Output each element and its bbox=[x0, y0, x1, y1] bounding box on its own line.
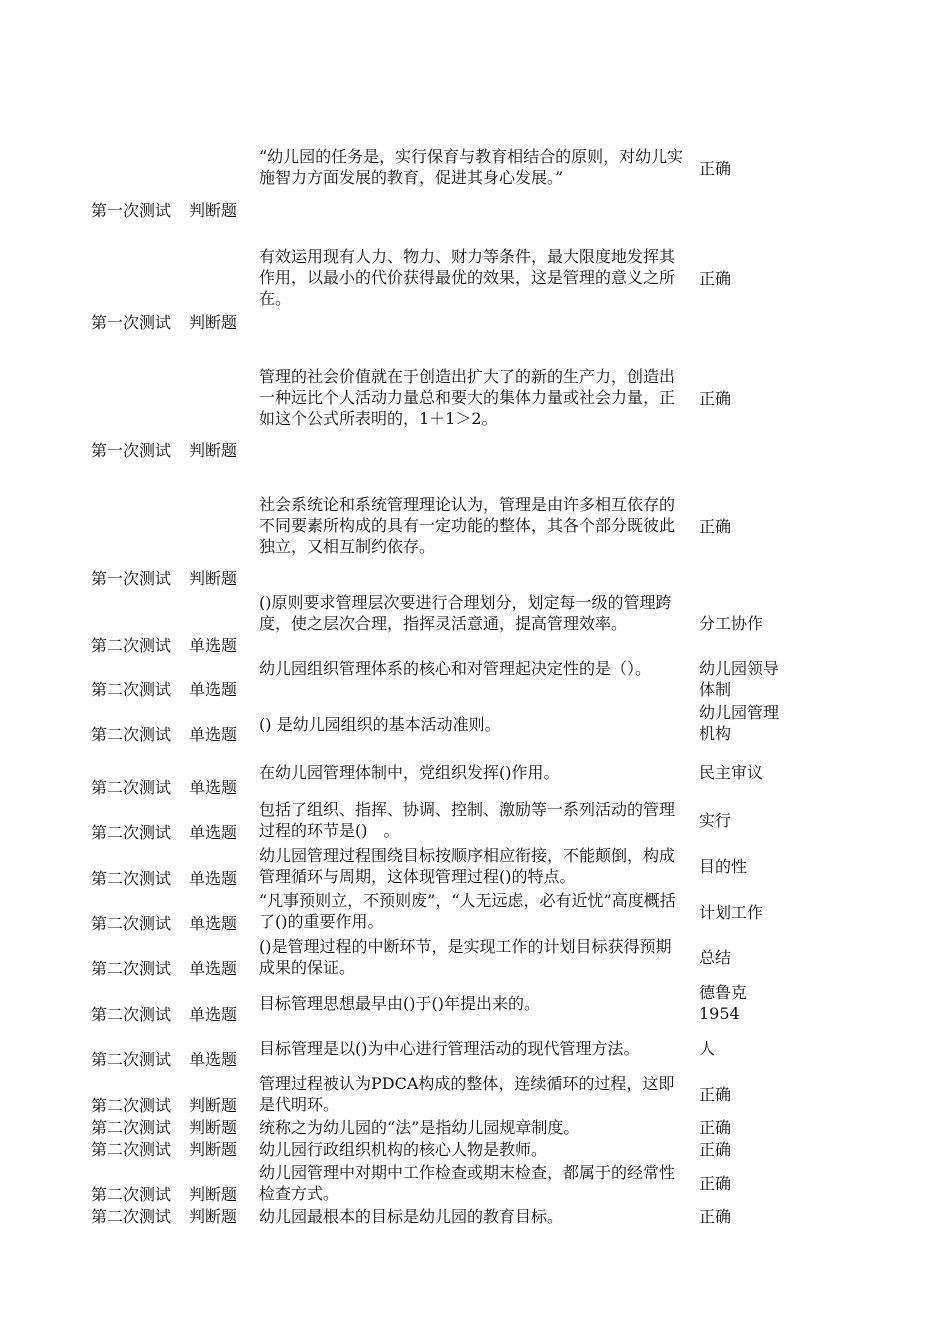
question-type: 判断题 bbox=[189, 201, 238, 220]
question-type: 单选题 bbox=[189, 778, 238, 797]
test-label: 第二次测试 bbox=[91, 1207, 172, 1226]
answer-text: 民主审议 bbox=[699, 763, 764, 782]
test-label: 第二次测试 bbox=[91, 959, 172, 978]
question-text: 幼儿园管理中对期中工作检查或期末检查，都属于的经常性检查方式。 bbox=[259, 1163, 676, 1203]
test-label: 第二次测试 bbox=[91, 680, 172, 699]
answer-text: 分工协作 bbox=[699, 614, 764, 633]
question-text: 幼儿园组织管理体系的核心和对管理起决定性的是（）。 bbox=[259, 659, 652, 678]
question-text: () 是幼儿园组织的基本活动准则。 bbox=[259, 715, 501, 734]
question-text: ()是管理过程的中断环节，是实现工作的计划目标获得预期成果的保证。 bbox=[259, 937, 672, 977]
question-text: ()原则要求管理层次要进行合理划分，划定每一级的管理跨度，使之层次合理，指挥灵活意通，提高管理效率。 bbox=[259, 593, 672, 633]
answer-text: 幼儿园领导体制 bbox=[699, 659, 780, 699]
answer-text: 人 bbox=[699, 1039, 716, 1058]
answer-text: 计划工作 bbox=[699, 903, 764, 922]
question-text: 幼儿园管理过程围绕目标按顺序相应衔接，不能颠倒，构成管理循环与周期，这体现管理过程()的特点。 bbox=[259, 846, 676, 886]
test-label: 第二次测试 bbox=[91, 869, 172, 888]
question-text: 目标管理思想最早由()于()年提出来的。 bbox=[259, 994, 540, 1013]
test-label: 第一次测试 bbox=[91, 313, 172, 332]
answer-text: 幼儿园管理机构 bbox=[699, 703, 780, 743]
answer-text: 正确 bbox=[699, 1140, 732, 1159]
test-label: 第二次测试 bbox=[91, 1140, 172, 1159]
question-text: 在幼儿园管理体制中，党组织发挥()作用。 bbox=[259, 763, 560, 782]
question-type: 单选题 bbox=[189, 914, 238, 933]
question-text: 有效运用现有人力、物力、财力等条件，最大限度地发挥其作用，以最小的代价获得最优的效果，这是管理的意义之所在。 bbox=[259, 247, 676, 308]
answer-text: 正确 bbox=[699, 1118, 732, 1137]
question-type: 判断题 bbox=[189, 1185, 238, 1204]
answer-text: 总结 bbox=[699, 948, 732, 967]
answer-text: 目的性 bbox=[699, 857, 748, 876]
question-type: 单选题 bbox=[189, 1050, 238, 1069]
question-text: 幼儿园最根本的目标是幼儿园的教育目标。 bbox=[259, 1207, 564, 1226]
answer-text: 正确 bbox=[699, 159, 732, 178]
question-text: 管理的社会价值就在于创造出扩大了的新的生产力，创造出一种远比个人活动力量总和要大的集体力量或社会力量，正如这个公式所表明的，1＋1＞2。 bbox=[259, 367, 676, 428]
answer-text: 正确 bbox=[699, 389, 732, 408]
question-type: 判断题 bbox=[189, 569, 238, 588]
test-label: 第二次测试 bbox=[91, 778, 172, 797]
question-text: 幼儿园行政组织机构的核心人物是教师。 bbox=[259, 1140, 548, 1159]
answer-text: 正确 bbox=[699, 269, 732, 288]
question-type: 单选题 bbox=[189, 823, 238, 842]
question-type: 单选题 bbox=[189, 869, 238, 888]
test-label: 第二次测试 bbox=[91, 636, 172, 655]
question-type: 单选题 bbox=[189, 636, 238, 655]
test-label: 第二次测试 bbox=[91, 1005, 172, 1024]
question-type: 判断题 bbox=[189, 313, 238, 332]
answer-text: 实行 bbox=[699, 811, 732, 830]
question-text: 包括了组织、指挥、协调、控制、激励等一系列活动的管理过程的环节是() 。 bbox=[259, 800, 676, 840]
answer-text: 正确 bbox=[699, 517, 732, 536]
answer-text: 德鲁克 1954 bbox=[699, 983, 748, 1023]
test-label: 第一次测试 bbox=[91, 201, 172, 220]
question-type: 单选题 bbox=[189, 680, 238, 699]
answer-text: 正确 bbox=[699, 1085, 732, 1104]
answer-text: 正确 bbox=[699, 1174, 732, 1193]
question-type: 判断题 bbox=[189, 1118, 238, 1137]
question-text: 管理过程被认为PDCA构成的整体，连续循环的过程，这即是代明环。 bbox=[259, 1074, 675, 1114]
question-text: 统称之为幼儿园的“法”是指幼儿园规章制度。 bbox=[259, 1118, 580, 1137]
test-label: 第一次测试 bbox=[91, 441, 172, 460]
test-label: 第二次测试 bbox=[91, 1050, 172, 1069]
question-type: 单选题 bbox=[189, 959, 238, 978]
question-type: 判断题 bbox=[189, 1140, 238, 1159]
question-text: “幼儿园的任务是，实行保育与教育相结合的原则，对幼儿实施智力方面发展的教育，促进其身心发展。” bbox=[259, 147, 684, 187]
test-label: 第二次测试 bbox=[91, 1096, 172, 1115]
test-label: 第二次测试 bbox=[91, 914, 172, 933]
answer-text: 正确 bbox=[699, 1207, 732, 1226]
question-type: 单选题 bbox=[189, 1005, 238, 1024]
question-type: 单选题 bbox=[189, 725, 238, 744]
question-text: “凡事预则立，不预则废”，“人无远虑，必有近忧”高度概括了()的重要作用。 bbox=[259, 891, 676, 931]
test-label: 第二次测试 bbox=[91, 725, 172, 744]
test-label: 第一次测试 bbox=[91, 569, 172, 588]
question-text: 社会系统论和系统管理理论认为，管理是由许多相互依存的不同要素所构成的具有一定功能的整体，其各个部分既彼此独立，又相互制约依存。 bbox=[259, 495, 676, 556]
question-type: 判断题 bbox=[189, 1096, 238, 1115]
question-type: 判断题 bbox=[189, 441, 238, 460]
test-label: 第二次测试 bbox=[91, 1185, 172, 1204]
test-label: 第二次测试 bbox=[91, 823, 172, 842]
question-text: 目标管理是以()为中心进行管理活动的现代管理方法。 bbox=[259, 1039, 640, 1058]
test-label: 第二次测试 bbox=[91, 1118, 172, 1137]
question-type: 判断题 bbox=[189, 1207, 238, 1226]
